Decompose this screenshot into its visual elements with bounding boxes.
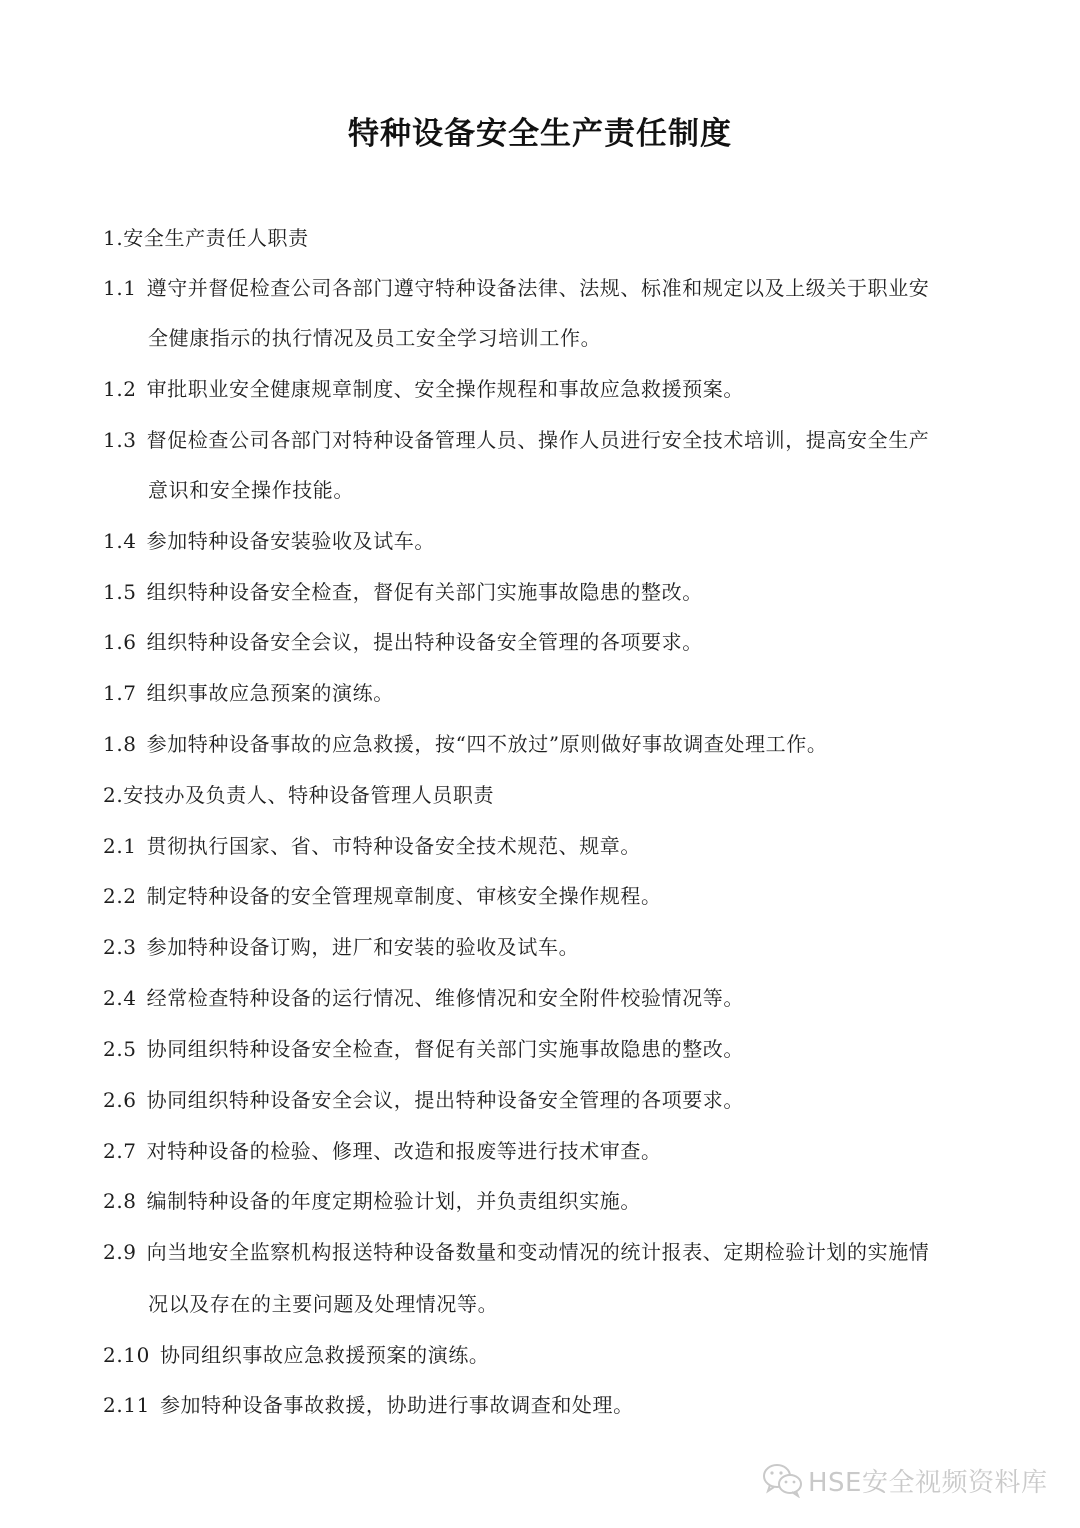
- item-number: 1.7: [103, 681, 137, 705]
- item-text: 制定特种设备的安全管理规章制度、审核安全操作规程。: [146, 884, 662, 908]
- list-item-1-5: [103, 578, 703, 606]
- list-item-2-9-continuation: 况以及存在的主要问题及处理情况等。: [148, 1292, 499, 1316]
- item-text: 参加特种设备事故的应急救援，按“四不放过”原则做好事故调查处理工作。: [146, 732, 828, 756]
- list-item-1-6: [103, 628, 703, 656]
- list-item-2-5: [103, 1035, 744, 1063]
- list-item-2-7: [103, 1137, 662, 1165]
- item-text: 协同组织特种设备安全会议，提出特种设备安全管理的各项要求。: [146, 1088, 745, 1112]
- list-item-1-1: [103, 274, 929, 302]
- section-heading-2: 2.安技办及负责人、特种设备管理人员职责: [103, 783, 495, 807]
- item-text: 参加特种设备安装验收及试车。: [146, 529, 436, 553]
- list-item-2-6: [103, 1086, 744, 1114]
- wechat-icon: [762, 1462, 804, 1498]
- list-item-2-2: [103, 882, 662, 910]
- item-number: 2.5: [103, 1037, 137, 1061]
- list-item-1-8: [103, 730, 827, 758]
- section-heading-1: 1.安全生产责任人职责: [103, 226, 309, 250]
- list-item-1-1-continuation: 全健康指示的执行情况及员工安全学习培训工作。: [148, 326, 602, 350]
- item-number: 1.5: [103, 580, 137, 604]
- item-text: 组织特种设备安全检查，督促有关部门实施事故隐患的整改。: [146, 580, 703, 604]
- item-text: 贯彻执行国家、省、市特种设备安全技术规范、规章。: [146, 834, 642, 858]
- watermark-text: HSE安全视频资料库: [808, 1467, 1048, 1498]
- list-item-2-4: [103, 984, 744, 1012]
- list-item-2-9: [103, 1238, 929, 1266]
- item-number: 2.6: [103, 1088, 137, 1112]
- item-text: 督促检查公司各部门对特种设备管理人员、操作人员进行安全技术培训，提高安全生产: [146, 428, 930, 452]
- list-item-2-1: [103, 832, 641, 860]
- item-number: 2.2: [103, 884, 137, 908]
- item-number: 1.6: [103, 630, 137, 654]
- item-number: 1.2: [103, 377, 137, 401]
- item-text: 编制特种设备的年度定期检验计划，并负责组织实施。: [146, 1189, 642, 1213]
- item-number: 2.9: [103, 1240, 137, 1264]
- list-item-1-7: [103, 679, 394, 707]
- item-text: 审批职业安全健康规章制度、安全操作规程和事故应急救援预案。: [146, 377, 745, 401]
- item-number: 2.8: [103, 1189, 137, 1213]
- list-item-2-10: [103, 1341, 490, 1369]
- list-item-1-2: [103, 375, 744, 403]
- item-number: 1.3: [103, 428, 137, 452]
- list-item-2-3: [103, 933, 579, 961]
- list-item-1-4: [103, 527, 435, 555]
- item-number: 1.1: [103, 276, 137, 300]
- item-number: 1.4: [103, 529, 137, 553]
- item-text: 协同组织事故应急救援预案的演练。: [159, 1343, 490, 1367]
- item-text: 参加特种设备订购，进厂和安装的验收及试车。: [146, 935, 580, 959]
- item-number: 2.11: [103, 1393, 150, 1417]
- item-number: 2.7: [103, 1139, 137, 1163]
- watermark: [762, 1460, 1047, 1500]
- item-text: 对特种设备的检验、修理、改造和报废等进行技术审查。: [146, 1139, 662, 1163]
- list-item-1-3-continuation: 意识和安全操作技能。: [148, 478, 354, 502]
- item-text: 组织事故应急预案的演练。: [146, 681, 394, 705]
- list-item-2-11: [103, 1391, 634, 1419]
- document-title: 特种设备安全生产责任制度: [348, 116, 732, 152]
- item-number: 2.3: [103, 935, 137, 959]
- item-text: 向当地安全监察机构报送特种设备数量和变动情况的统计报表、定期检验计划的实施情: [146, 1240, 930, 1264]
- item-number: 2.4: [103, 986, 137, 1010]
- item-number: 1.8: [103, 732, 137, 756]
- item-text: 参加特种设备事故救援，协助进行事故调查和处理。: [159, 1393, 634, 1417]
- list-item-1-3: [103, 426, 929, 454]
- item-text: 组织特种设备安全会议，提出特种设备安全管理的各项要求。: [146, 630, 703, 654]
- list-item-2-8: [103, 1187, 641, 1215]
- item-text: 遵守并督促检查公司各部门遵守特种设备法律、法规、标准和规定以及上级关于职业安: [146, 276, 930, 300]
- item-number: 2.1: [103, 834, 137, 858]
- item-text: 经常检查特种设备的运行情况、维修情况和安全附件校验情况等。: [146, 986, 745, 1010]
- item-text: 协同组织特种设备安全检查，督促有关部门实施事故隐患的整改。: [146, 1037, 745, 1061]
- item-number: 2.10: [103, 1343, 150, 1367]
